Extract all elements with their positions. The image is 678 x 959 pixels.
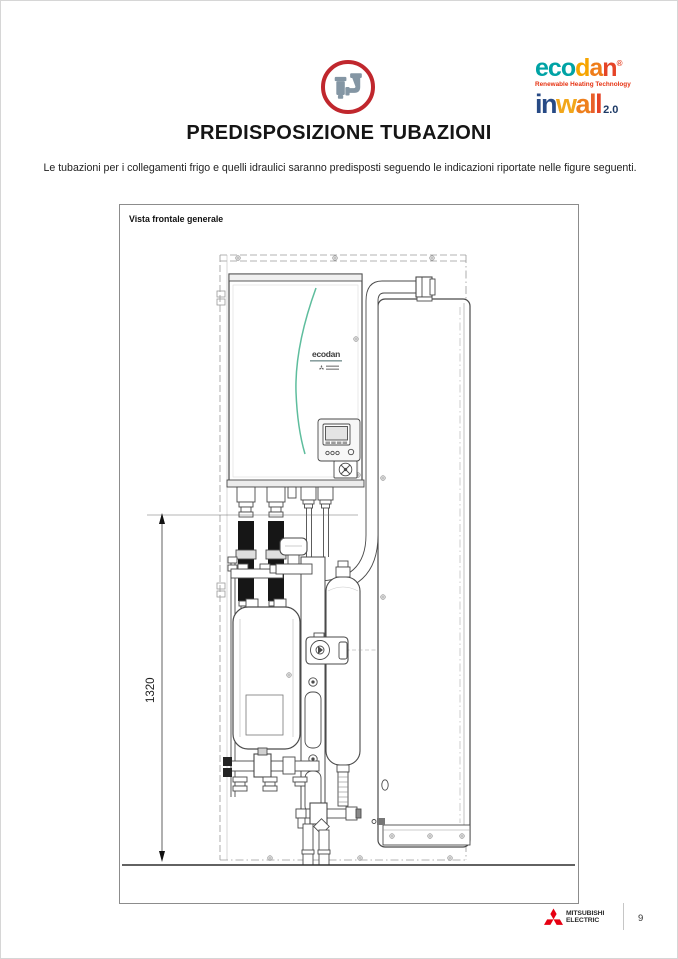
ecodan-wordmark: ecodan® (535, 54, 623, 82)
inwall-wordmark: inwall 2.0 (535, 89, 619, 120)
intro-text: Le tubazioni per i collegamenti frigo e quelli idraulici saranno predisposti seguendo le indicazioni riportate nelle figure seguenti. (43, 162, 637, 174)
pipe-glyph (331, 70, 365, 104)
registered-mark: ® (616, 59, 623, 68)
mitsubishi-electric-text (566, 910, 604, 925)
mitsubishi-logo (544, 908, 563, 926)
dimension-value: 1320 (145, 677, 157, 703)
buffer-cylinder (233, 607, 300, 749)
floor-pipes (302, 824, 330, 865)
dhw-tank-column (372, 299, 470, 847)
brand-line-2: ELECTRIC (566, 917, 600, 925)
footer-divider (623, 903, 624, 930)
footer-brand (544, 906, 604, 926)
circulation-pump (306, 633, 348, 664)
unit-logo-text: ecodan (312, 349, 340, 359)
flexible-hose (338, 772, 348, 806)
pipe-fitting-icon (321, 60, 375, 114)
brand-line-1: MITSUBISHI (566, 910, 605, 917)
expansion-vessel (326, 561, 378, 772)
technical-drawing (120, 205, 577, 902)
brand-tagline: Renewable Heating Technology (535, 81, 631, 88)
mounting-bracket (301, 557, 325, 813)
pressure-gauge (334, 461, 357, 478)
page-number: 9 (638, 913, 644, 924)
ecodan-inwall-logo (535, 56, 663, 118)
figure-frame (119, 204, 579, 904)
page-title: PREDISPOSIZIONE TUBAZIONI (186, 122, 492, 144)
figure-label: Vista frontale generale (129, 214, 224, 224)
version-label: 2.0 (603, 104, 619, 117)
hydrobox-controller (318, 419, 360, 461)
